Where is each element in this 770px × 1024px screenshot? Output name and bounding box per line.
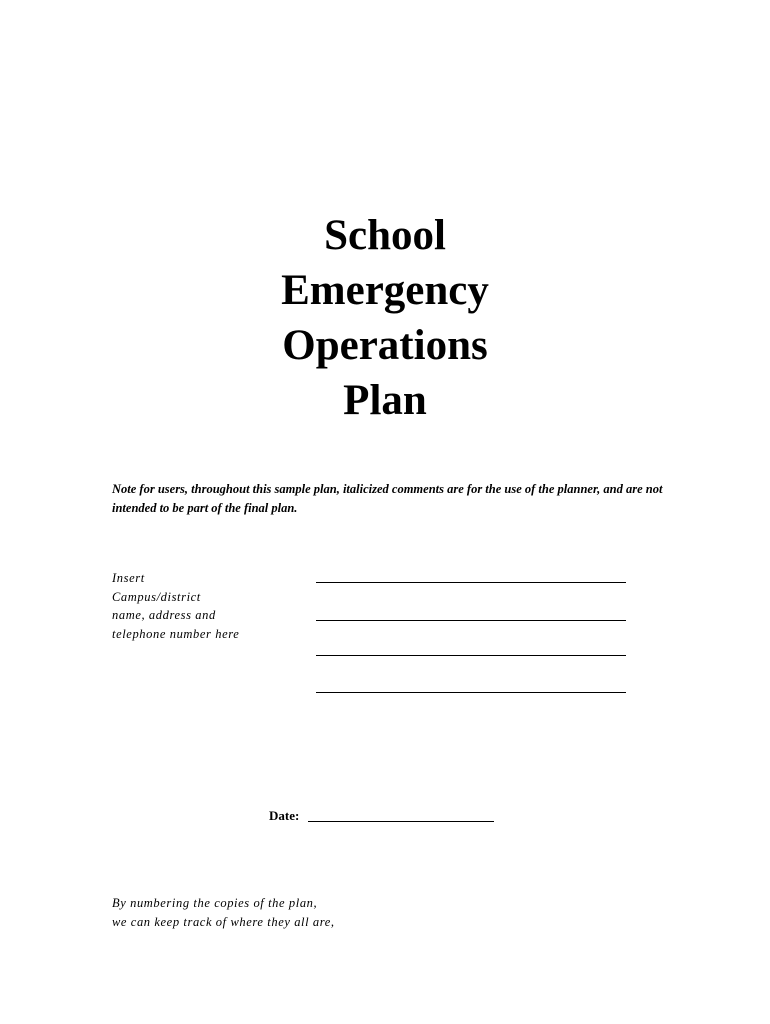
date-blank-line[interactable] [308,821,494,822]
insert-campus-label [112,569,282,643]
page-title [235,208,535,428]
insert-label-line: telephone number here [112,626,240,641]
copy-numbering-note [112,894,512,931]
date-label: Date: [269,808,300,823]
footer-line: By numbering the copies of the plan, [112,896,318,910]
date-field [269,806,494,826]
title-line: Operations [282,322,488,369]
title-line: School [324,212,446,259]
footer-line: we can keep track of where they all are, [112,914,335,929]
insert-label-line: Insert [112,571,145,585]
title-line: Plan [343,377,427,424]
address-blank-line-3[interactable] [316,655,626,656]
title-line: Emergency [281,267,489,314]
planner-note: Note for users, throughout this sample plan, italicized comments are for the use of the planner, and are not intended to be part of the final plan. [112,482,663,515]
address-blank-line-1[interactable] [316,582,626,583]
insert-label-line: Campus/district [112,589,201,604]
address-blank-line-2[interactable] [316,620,626,621]
address-blank-line-4[interactable] [316,692,626,693]
insert-label-line: name, address and [112,608,216,622]
